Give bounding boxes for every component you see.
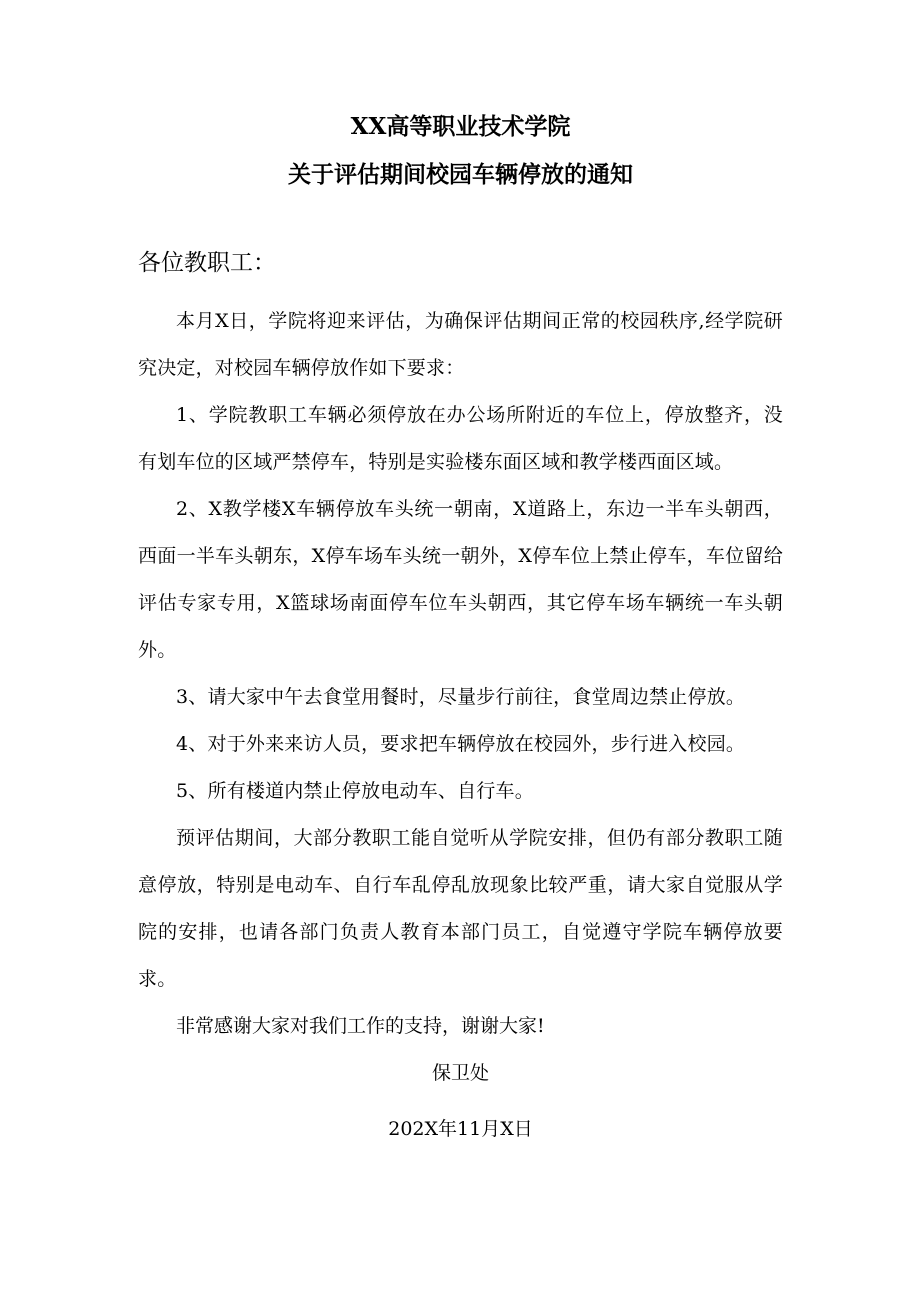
rule-item-1: 1、学院教职工车辆必须停放在办公场所附近的车位上，停放整齐，没有划车位的区域严禁停车，特别是实验楼东面区域和教学楼西面区域。 bbox=[138, 404, 783, 473]
signature-date: 202X年11月X日 bbox=[388, 1118, 533, 1140]
notice-document bbox=[138, 112, 783, 1144]
thanks-line: 非常感谢大家对我们工作的支持，谢谢大家! bbox=[176, 1015, 545, 1037]
signature-office: 保卫处 bbox=[431, 1062, 489, 1084]
rule-item-2: 2、X教学楼X车辆停放车头统一朝南，X道路上，东边一半车头朝西，西面一半车头朝东，X停车场车头统一朝外，X停车位上禁止停车，车位留给评估专家专用，X篮球场南面停车位车头朝西，其它停车场车辆统一车头朝外。 bbox=[138, 498, 783, 661]
rule-item-5: 5、所有楼道内禁止停放电动车、自行车。 bbox=[176, 780, 534, 802]
institution-title: XX高等职业技术学院 bbox=[350, 113, 571, 140]
rule-item-3: 3、请大家中午去食堂用餐时，尽量步行前往，食堂周边禁止停放。 bbox=[176, 686, 746, 708]
notice-title: 关于评估期间校园车辆停放的通知 bbox=[288, 161, 633, 188]
rule-item-4: 4、对于外来来访人员，要求把车辆停放在校园外，步行进入校园。 bbox=[176, 733, 746, 755]
intro-paragraph: 本月X日，学院将迎来评估，为确保评估期间正常的校园秩序,经学院研究决定，对校园车辆停放作如下要求： bbox=[138, 310, 783, 379]
salutation: 各位教职工： bbox=[138, 250, 276, 276]
remarks-paragraph: 预评估期间，大部分教职工能自觉听从学院安排，但仍有部分教职工随意停放，特别是电动车、自行车乱停乱放现象比较严重，请大家自觉服从学院的安排，也请各部门负责人教育本部门员工，自觉遵守学院车辆停放要求。 bbox=[138, 827, 783, 990]
